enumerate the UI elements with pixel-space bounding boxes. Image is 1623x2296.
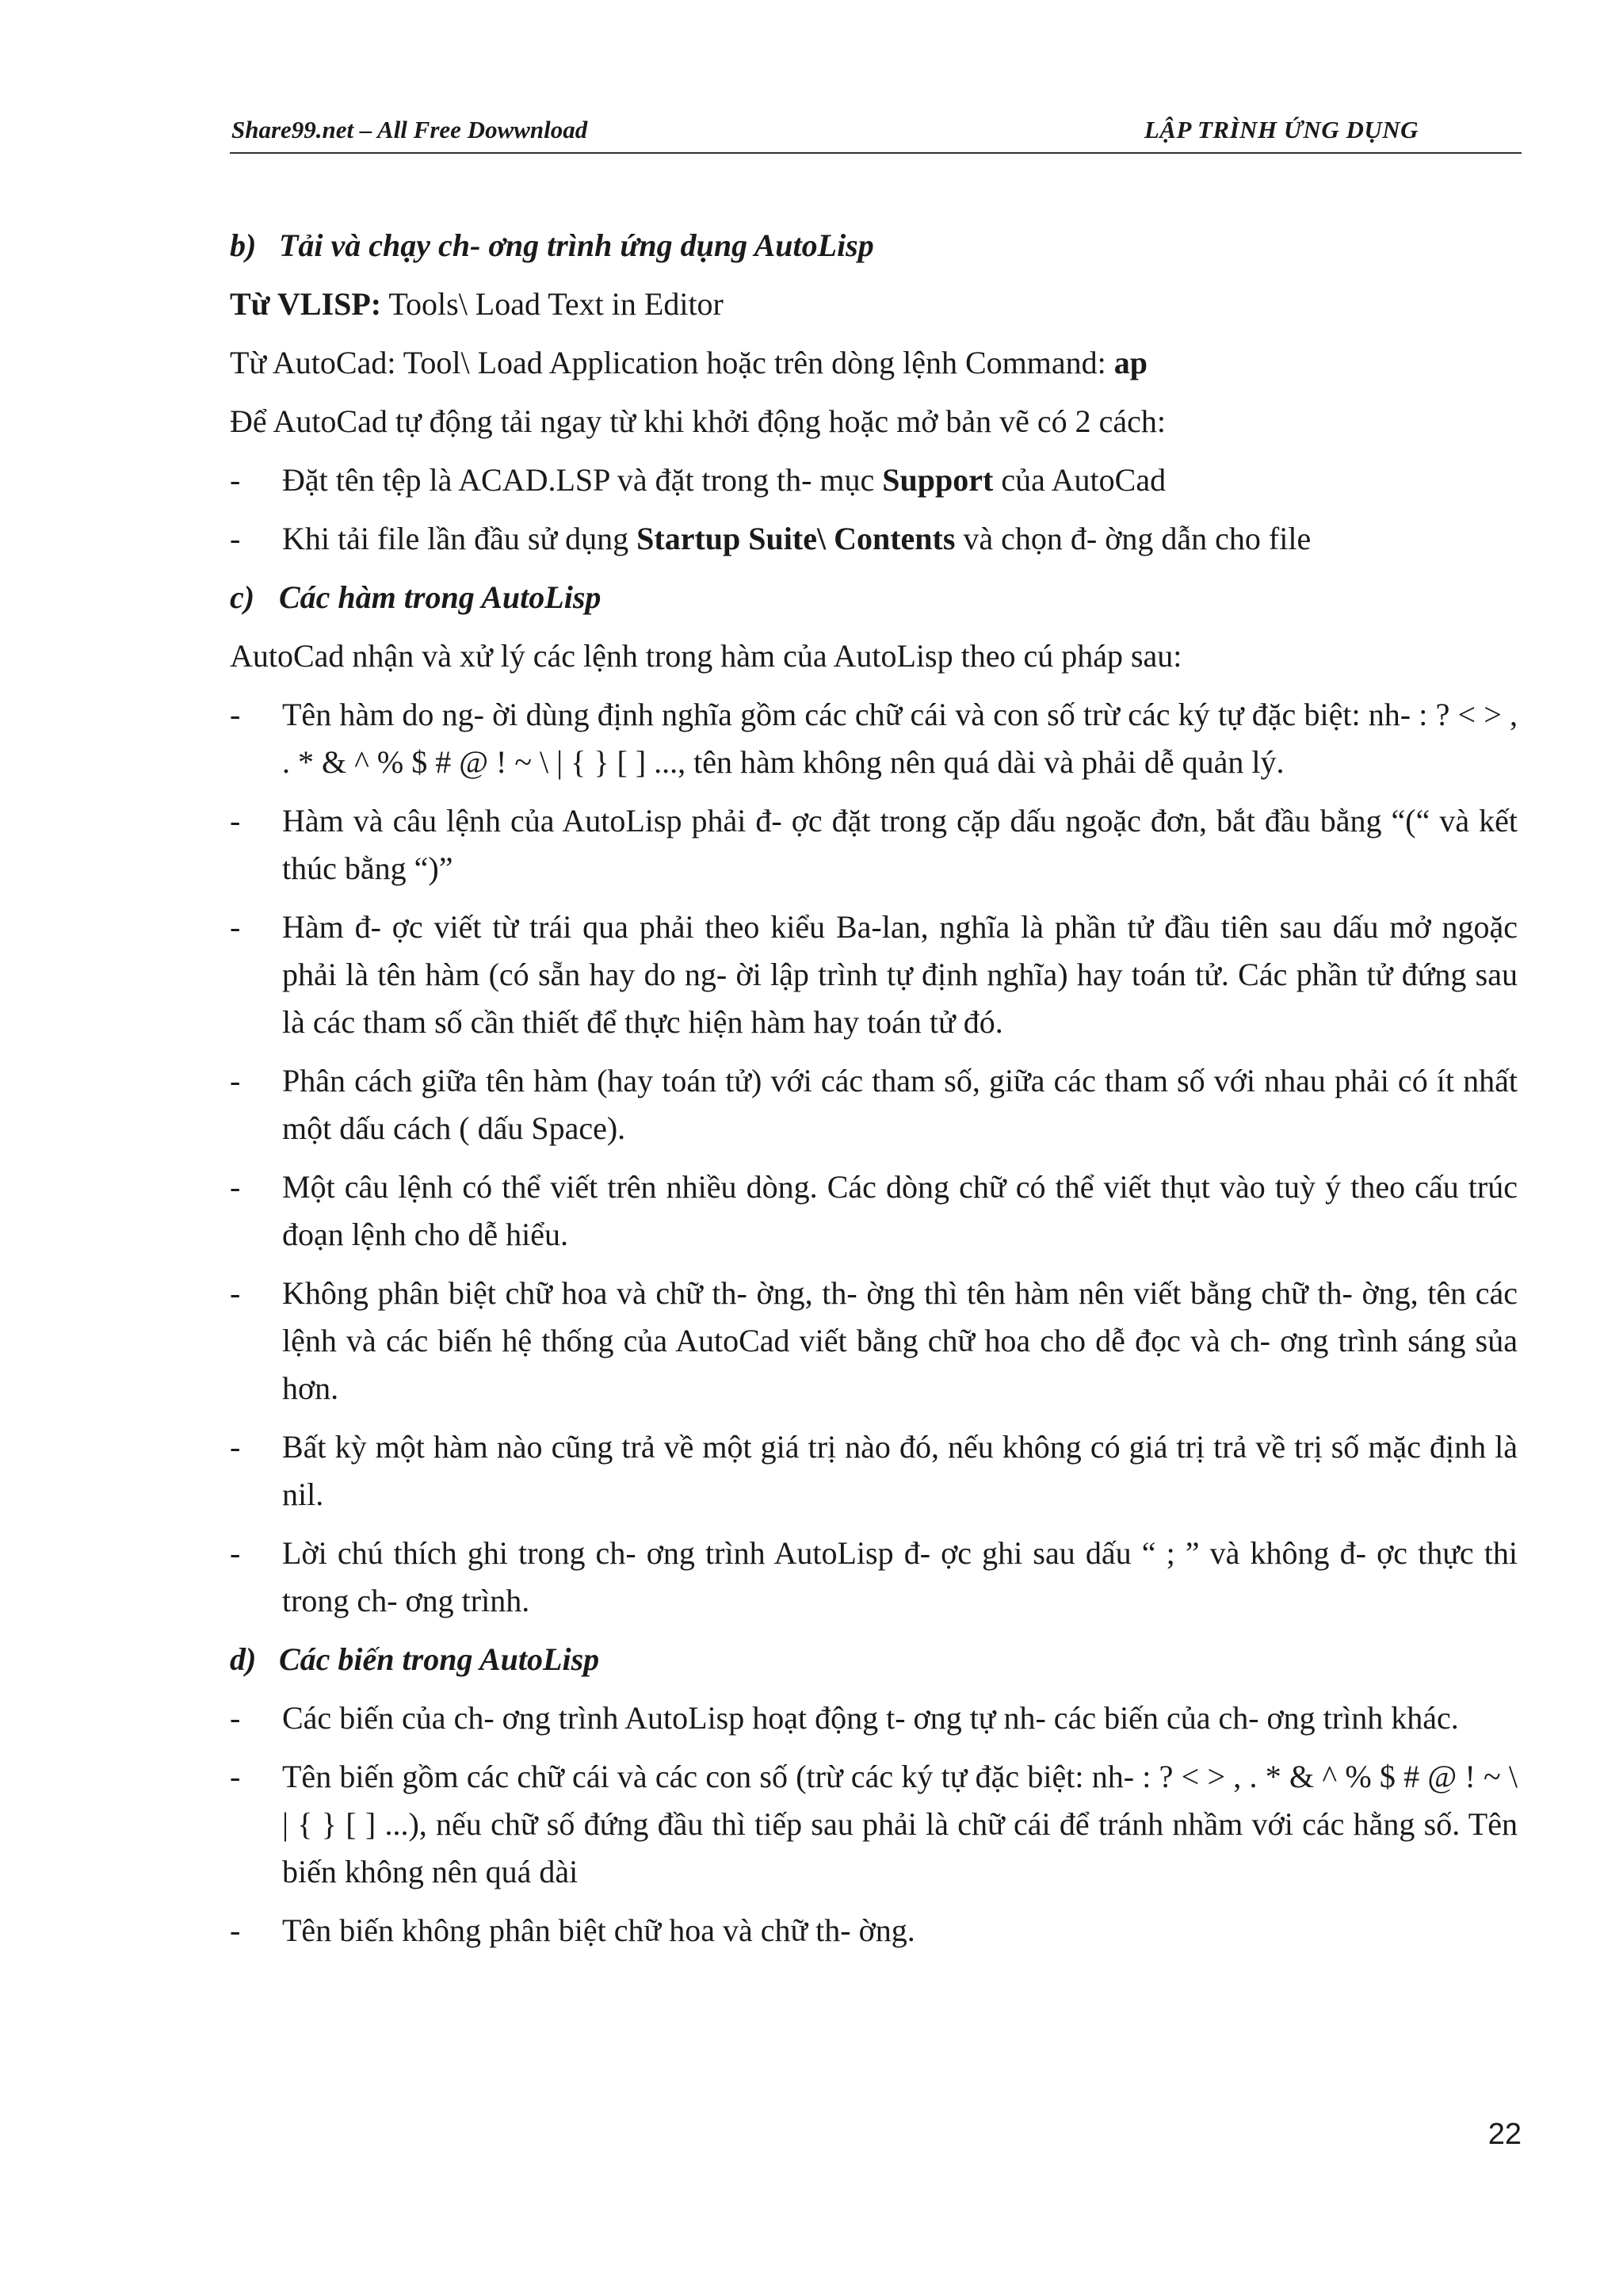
list-dash: - — [230, 697, 241, 732]
list-dash: - — [230, 1700, 241, 1736]
list-dash: - — [230, 1063, 241, 1098]
list-dash: - — [230, 803, 241, 839]
list-item — [230, 1753, 1518, 1896]
list-item — [230, 797, 1518, 892]
section-b-title: Tải và chạy ch- ơng trình ứng dụng AutoLisp — [279, 227, 874, 263]
autocad-line — [230, 339, 1518, 387]
list-dash: - — [230, 1169, 241, 1205]
header-title: LẬP TRÌNH ỨNG DỤNG — [1144, 116, 1419, 143]
list-item — [230, 1163, 1518, 1259]
item-text: Các biến của ch- ơng trình AutoLisp hoạt động t- ơng tự nh- các biến của ch- ơng trình khác. — [282, 1700, 1459, 1736]
section-d-label: d) — [230, 1641, 257, 1677]
item-text: Tên biến gồm các chữ cái và các con số (trừ các ký tự đặc biệt: nh- : ? < > , . * & ^ % $ # @ ! ~ \ | { } [ ] ...), nếu chữ số đứng đầu thì tiếp sau phải là chữ cái để tránh nhầm với các hằng số. Tên biến không nên quá dài — [282, 1759, 1518, 1889]
item-text: Tên hàm do ng- ời dùng định nghĩa gồm các chữ cái và con số trừ các ký tự đặc biệt: nh- : ? < > , . * & ^ % $ # @ ! ~ \ | { } [ ] ..., tên hàm không nên quá dài và phải dễ quản lý. — [282, 697, 1518, 780]
item-bold: Support — [882, 462, 994, 498]
vlisp-line — [230, 281, 1518, 328]
list-item — [230, 691, 1518, 786]
section-c-intro: AutoCad nhận và xử lý các lệnh trong hàm của AutoLisp theo cú pháp sau: — [230, 638, 1182, 674]
section-b-label: b) — [230, 227, 257, 263]
section-c-title: Các hàm trong AutoLisp — [279, 579, 601, 615]
page-content — [230, 222, 1518, 1966]
item-bold: Startup Suite\ Contents — [636, 521, 956, 556]
item-text: Lời chú thích ghi trong ch- ơng trình AutoLisp đ- ợc ghi sau dấu “ ; ” và không đ- ợc thực thi trong ch- ơng trình. — [282, 1535, 1518, 1618]
item-text: Phân cách giữa tên hàm (hay toán tử) với các tham số, giữa các tham số với nhau phải có ít nhất một dấu cách ( dấu Space). — [282, 1063, 1518, 1146]
item-text: Không phân biệt chữ hoa và chữ th- ờng, th- ờng thì tên hàm nên viết bằng chữ th- ờng, tên các lệnh và các biến hệ thống của AutoCad viết bằng chữ hoa cho dễ đọc và ch- ơng trình sáng sủa hơn. — [282, 1275, 1518, 1406]
list-item — [230, 904, 1518, 1046]
list-item — [230, 457, 1518, 504]
item-text: của AutoCad — [993, 462, 1167, 498]
list-dash: - — [230, 1429, 241, 1465]
list-dash: - — [230, 1275, 241, 1311]
list-dash: - — [230, 1759, 241, 1794]
section-c-label: c) — [230, 579, 255, 615]
item-text: Đặt tên tệp là ACAD.LSP và đặt trong th- mục — [282, 462, 883, 498]
list-item — [230, 515, 1518, 563]
list-item — [230, 1907, 1518, 1954]
list-item — [230, 1423, 1518, 1519]
list-item — [230, 1694, 1518, 1742]
list-dash: - — [230, 909, 241, 945]
list-item — [230, 1270, 1518, 1412]
item-text: Tên biến không phân biệt chữ hoa và chữ th- ờng. — [282, 1912, 915, 1948]
header-source: Share99.net – All Free Dowwnload — [231, 116, 588, 143]
section-d-heading — [230, 1636, 1518, 1683]
list-item — [230, 1057, 1518, 1152]
item-text: Bất kỳ một hàm nào cũng trả về một giá trị nào đó, nếu không có giá trị trả về trị số mặc định là nil. — [282, 1429, 1518, 1512]
vlisp-label: Từ VLISP: — [230, 286, 382, 322]
vlisp-text: Tools\ Load Text in Editor — [381, 286, 724, 322]
auto-load-line: Để AutoCad tự động tải ngay từ khi khởi động hoặc mở bản vẽ có 2 cách: — [230, 403, 1166, 439]
section-d-title: Các biến trong AutoLisp — [279, 1641, 600, 1677]
item-text: Một câu lệnh có thể viết trên nhiều dòng. Các dòng chữ có thể viết thụt vào tuỳ ý theo cấu trúc đoạn lệnh cho dễ hiểu. — [282, 1169, 1518, 1252]
section-c-heading — [230, 574, 1518, 621]
list-item — [230, 1530, 1518, 1625]
item-text: Hàm đ- ợc viết từ trái qua phải theo kiểu Ba-lan, nghĩa là phần tử đầu tiên sau dấu mở ngoặc phải là tên hàm (có sẵn hay do ng- ời lập trình tự định nghĩa) hay toán tử. Các phần tử đứng sau là các tham số cần thiết để thực hiện hàm hay toán tử đó. — [282, 909, 1518, 1040]
item-text: và chọn đ- ờng dẫn cho file — [955, 521, 1312, 556]
page-number: 22 — [1487, 2118, 1522, 2151]
page-header — [230, 113, 1522, 154]
list-dash: - — [230, 1912, 241, 1948]
list-dash: - — [230, 521, 241, 556]
section-b-heading — [230, 222, 1518, 269]
autocad-text: Từ AutoCad: Tool\ Load Application hoặc trên dòng lệnh Command: — [230, 345, 1114, 380]
item-text: Hàm và câu lệnh của AutoLisp phải đ- ợc đặt trong cặp dấu ngoặc đơn, bắt đầu bằng “(“ và kết thúc bằng “)” — [282, 803, 1518, 886]
item-text: Khi tải file lần đầu sử dụng — [282, 521, 637, 556]
list-dash: - — [230, 462, 241, 498]
autocad-command: ap — [1113, 345, 1148, 380]
list-dash: - — [230, 1535, 241, 1571]
